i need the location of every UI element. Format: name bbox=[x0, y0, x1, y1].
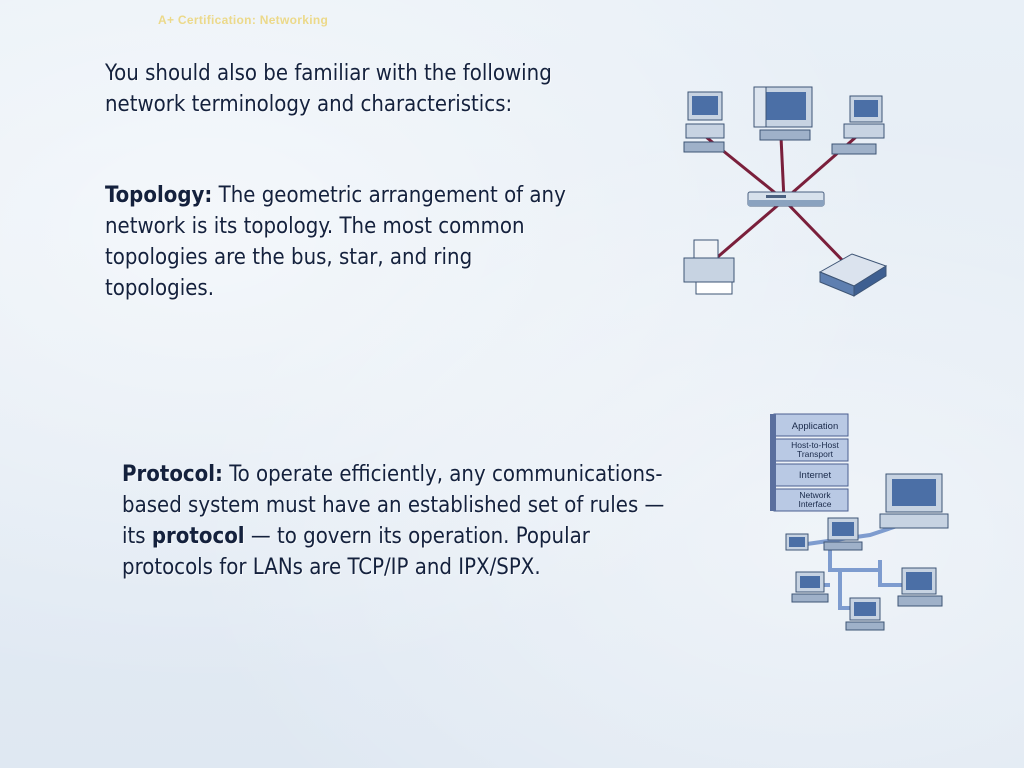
slide-header: A+ Certification: Networking bbox=[158, 13, 329, 27]
protocol-stack bbox=[770, 414, 848, 511]
hub-icon bbox=[748, 192, 824, 206]
protocol-definition-end: — to govern its operation. Popular protocols for LANs are TCP/IP and IPX/SPX. bbox=[122, 524, 590, 580]
stack-layer-label: Host-to-Host bbox=[791, 440, 839, 450]
intro-paragraph: You should also be familiar with the following network terminology and characteristics: bbox=[105, 61, 552, 117]
computer-icon bbox=[824, 518, 862, 550]
protocol-paragraph bbox=[122, 459, 682, 583]
stack-layer-label: Application bbox=[791, 421, 839, 432]
protocol-network-illustration bbox=[770, 410, 970, 635]
stack-layer-label: Interface bbox=[798, 499, 832, 509]
topology-term: Topology: bbox=[105, 183, 213, 208]
star-topology-illustration bbox=[676, 82, 896, 307]
computer-icon bbox=[880, 474, 948, 528]
topology-paragraph bbox=[105, 180, 585, 304]
stack-layer-label: Transport bbox=[796, 449, 834, 459]
protocol-term: Protocol: bbox=[122, 462, 223, 487]
protocol-definition-start: To operate efficiently, any communications-based system must have an established set of rules — its bbox=[122, 462, 665, 549]
topology-definition: The geometric arrangement of any network is its topology. The most common topologies are the bus, star, and ring topologies. bbox=[105, 183, 566, 301]
computer-icon bbox=[898, 568, 942, 606]
computer-icon bbox=[832, 96, 884, 154]
computer-icon bbox=[754, 87, 812, 140]
stack-layer-label: Internet bbox=[798, 470, 832, 481]
stack-layer-label: Network bbox=[799, 490, 831, 500]
computer-icon bbox=[792, 572, 828, 602]
scanner-icon bbox=[820, 254, 886, 296]
computer-icon bbox=[684, 92, 724, 152]
computer-icon bbox=[786, 534, 808, 550]
computer-icon bbox=[846, 598, 884, 630]
protocol-emphasis: protocol bbox=[151, 524, 245, 549]
